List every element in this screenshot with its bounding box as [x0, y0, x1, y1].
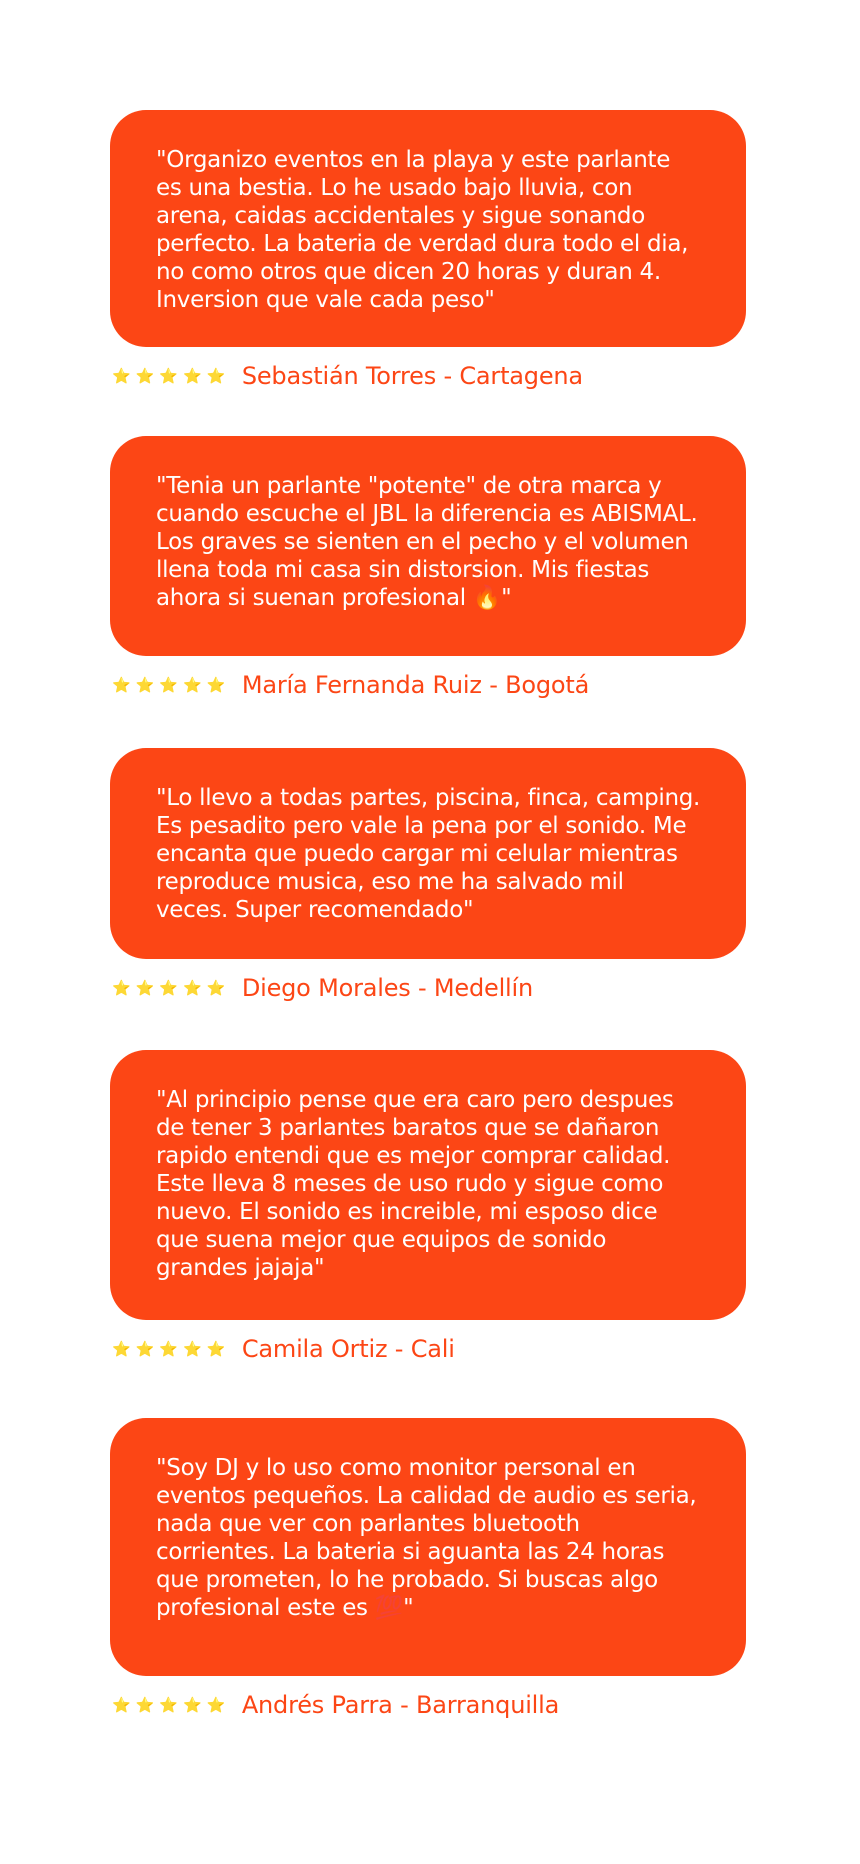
testimonial-card [110, 436, 746, 700]
testimonial-card [110, 1418, 746, 1720]
star-rating-icon: ⭐⭐⭐⭐⭐ [112, 676, 231, 694]
testimonial-author: Camila Ortiz - Cali [241, 1335, 455, 1363]
testimonial-author: Diego Morales - Medellín [241, 974, 533, 1002]
testimonial-author: Andrés Parra - Barranquilla [241, 1691, 560, 1719]
testimonial-quote-bubble [110, 110, 746, 347]
testimonial-author-line [112, 1690, 746, 1720]
star-rating-icon: ⭐⭐⭐⭐⭐ [112, 1340, 231, 1358]
testimonial-card [110, 1050, 746, 1364]
testimonial-card [110, 110, 746, 391]
testimonial-quote-text: "Lo llevo a todas partes, piscina, finca, camping. Es pesadito pero vale la pena por el sonido. Me encanta que puedo cargar mi celular mientras reproduce musica, eso me ha salvado mil veces. Super recomendado" [156, 785, 701, 923]
testimonial-quote-text: "Soy DJ y lo uso como monitor personal en eventos pequeños. La calidad de audio es seria, nada que ver con parlantes bluetooth corrientes. La bateria si aguanta las 24 horas que prometen, lo he probado. Si buscas algo profesional este es 💯" [156, 1455, 697, 1621]
testimonial-quote-bubble [110, 1050, 746, 1320]
testimonial-quote-bubble [110, 1418, 746, 1676]
testimonial-quote-text: "Al principio pense que era caro pero despues de tener 3 parlantes baratos que se dañaron rapido entendi que es mejor comprar calidad. Este lleva 8 meses de uso rudo y sigue como nuevo. El sonido es increible, mi esposo dice que suena mejor que equipos de sonido grandes jajaja" [156, 1087, 674, 1281]
testimonial-author-line [112, 973, 746, 1003]
star-rating-icon: ⭐⭐⭐⭐⭐ [112, 367, 231, 385]
star-rating-icon: ⭐⭐⭐⭐⭐ [112, 1696, 231, 1714]
star-rating-icon: ⭐⭐⭐⭐⭐ [112, 979, 231, 997]
testimonial-author: María Fernanda Ruiz - Bogotá [241, 671, 590, 699]
testimonial-author-line [112, 1334, 746, 1364]
testimonial-author-line [112, 361, 746, 391]
testimonial-quote-bubble [110, 748, 746, 959]
testimonial-card [110, 748, 746, 1003]
testimonial-quote-bubble [110, 436, 746, 656]
testimonial-author-line [112, 670, 746, 700]
testimonial-quote-text: "Tenia un parlante "potente" de otra marca y cuando escuche el JBL la diferencia es ABISMAL. Los graves se sienten en el pecho y el volumen llena toda mi casa sin distorsion. Mis fiestas ahora si suenan profesional 🔥" [156, 473, 698, 611]
testimonial-author: Sebastián Torres - Cartagena [241, 362, 583, 390]
testimonial-quote-text: "Organizo eventos en la playa y este parlante es una bestia. Lo he usado bajo lluvia, con arena, caidas accidentales y sigue sonando perfecto. La bateria de verdad dura todo el dia, no como otros que dicen 20 horas y duran 4. Inversion que vale cada peso" [156, 147, 689, 313]
